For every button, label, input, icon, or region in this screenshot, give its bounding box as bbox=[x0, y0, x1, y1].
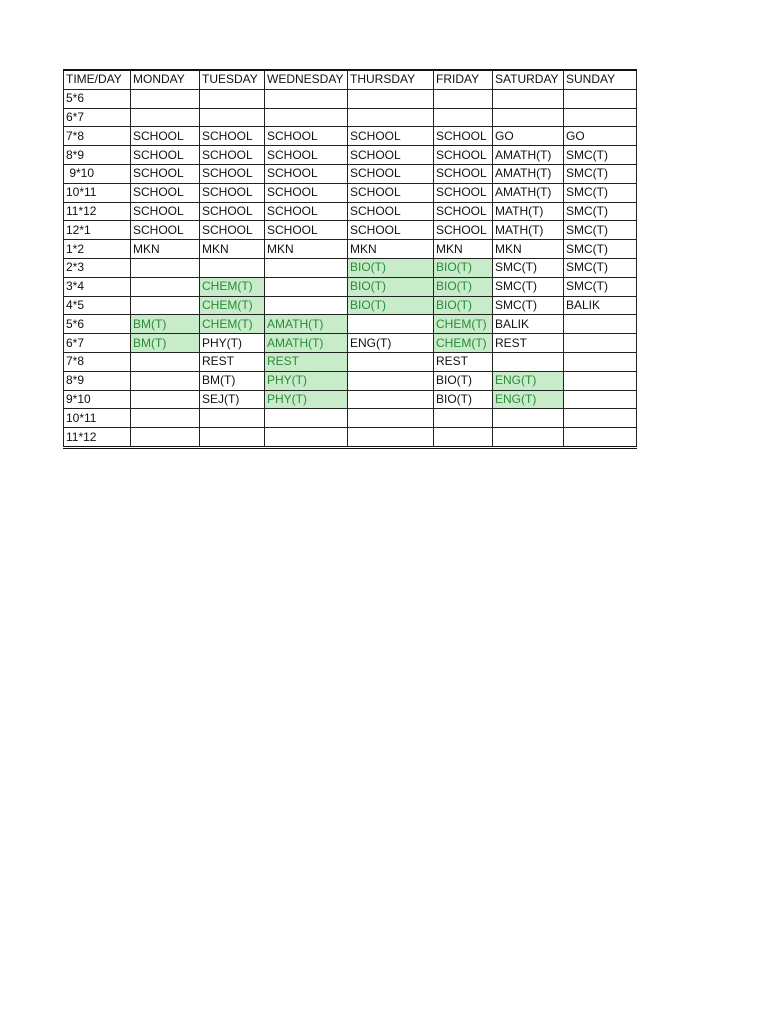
time-slot-cell[interactable]: 3*4 bbox=[64, 277, 131, 296]
cell-sunday[interactable]: SMC(T) bbox=[564, 202, 637, 221]
cell-tuesday[interactable]: SCHOOL bbox=[200, 202, 265, 221]
cell-saturday[interactable] bbox=[493, 352, 564, 371]
cell-friday[interactable]: CHEM(T) bbox=[434, 315, 493, 334]
cell-saturday[interactable]: BALIK bbox=[493, 315, 564, 334]
table-row bbox=[64, 164, 637, 183]
cell-friday[interactable]: SCHOOL bbox=[434, 221, 493, 240]
cell-sunday[interactable] bbox=[564, 108, 637, 127]
cell-friday[interactable]: BIO(T) bbox=[434, 390, 493, 409]
cell-friday[interactable] bbox=[434, 428, 493, 448]
cell-tuesday[interactable]: BM(T) bbox=[200, 371, 265, 390]
cell-tuesday[interactable]: SEJ(T) bbox=[200, 390, 265, 409]
cell-wednesday[interactable]: SCHOOL bbox=[265, 221, 348, 240]
cell-friday[interactable]: SCHOOL bbox=[434, 164, 493, 183]
cell-thursday[interactable]: SCHOOL bbox=[348, 202, 434, 221]
cell-monday[interactable]: MKN bbox=[131, 240, 200, 259]
cell-tuesday[interactable] bbox=[200, 108, 265, 127]
cell-monday[interactable]: BM(T) bbox=[131, 334, 200, 353]
cell-wednesday[interactable]: SCHOOL bbox=[265, 202, 348, 221]
cell-monday[interactable] bbox=[131, 371, 200, 390]
cell-sunday[interactable] bbox=[564, 409, 637, 428]
cell-wednesday[interactable] bbox=[265, 258, 348, 277]
cell-saturday[interactable]: AMATH(T) bbox=[493, 146, 564, 165]
cell-wednesday[interactable]: SCHOOL bbox=[265, 164, 348, 183]
cell-sunday[interactable] bbox=[564, 371, 637, 390]
cell-saturday[interactable]: AMATH(T) bbox=[493, 164, 564, 183]
cell-thursday[interactable] bbox=[348, 89, 434, 108]
cell-tuesday[interactable]: MKN bbox=[200, 240, 265, 259]
table-row bbox=[64, 240, 637, 259]
cell-friday[interactable]: REST bbox=[434, 352, 493, 371]
cell-tuesday[interactable] bbox=[200, 428, 265, 448]
cell-wednesday[interactable]: REST bbox=[265, 352, 348, 371]
cell-tuesday[interactable]: SCHOOL bbox=[200, 164, 265, 183]
header-tuesday[interactable]: TUESDAY bbox=[200, 70, 265, 89]
cell-saturday[interactable]: ENG(T) bbox=[493, 390, 564, 409]
header-sunday[interactable]: SUNDAY bbox=[564, 70, 637, 89]
table-row bbox=[64, 127, 637, 146]
cell-thursday[interactable]: SCHOOL bbox=[348, 221, 434, 240]
table-row bbox=[64, 202, 637, 221]
table-row bbox=[64, 296, 637, 315]
cell-wednesday[interactable] bbox=[265, 277, 348, 296]
time-slot-cell[interactable]: 6*7 bbox=[64, 108, 131, 127]
cell-wednesday[interactable]: SCHOOL bbox=[265, 127, 348, 146]
cell-monday[interactable]: SCHOOL bbox=[131, 146, 200, 165]
table-row bbox=[64, 221, 637, 240]
cell-monday[interactable] bbox=[131, 258, 200, 277]
time-slot-cell[interactable]: 9*10 bbox=[64, 390, 131, 409]
time-slot-cell[interactable]: 6*7 bbox=[64, 334, 131, 353]
cell-tuesday[interactable] bbox=[200, 409, 265, 428]
cell-sunday[interactable]: BALIK bbox=[564, 296, 637, 315]
cell-tuesday[interactable]: PHY(T) bbox=[200, 334, 265, 353]
cell-thursday[interactable] bbox=[348, 428, 434, 448]
time-slot-cell[interactable]: 5*6 bbox=[64, 315, 131, 334]
cell-wednesday[interactable]: SCHOOL bbox=[265, 183, 348, 202]
cell-sunday[interactable]: GO bbox=[564, 127, 637, 146]
cell-monday[interactable]: SCHOOL bbox=[131, 221, 200, 240]
cell-sunday[interactable] bbox=[564, 315, 637, 334]
cell-sunday[interactable]: SMC(T) bbox=[564, 258, 637, 277]
cell-monday[interactable] bbox=[131, 428, 200, 448]
cell-friday[interactable]: SCHOOL bbox=[434, 146, 493, 165]
cell-wednesday[interactable]: PHY(T) bbox=[265, 371, 348, 390]
time-slot-cell[interactable]: 7*8 bbox=[64, 127, 131, 146]
time-slot-cell[interactable]: 4*5 bbox=[64, 296, 131, 315]
cell-thursday[interactable] bbox=[348, 371, 434, 390]
cell-friday[interactable]: SCHOOL bbox=[434, 183, 493, 202]
cell-sunday[interactable] bbox=[564, 428, 637, 448]
cell-friday[interactable] bbox=[434, 409, 493, 428]
header-thursday[interactable]: THURSDAY bbox=[348, 70, 434, 89]
cell-thursday[interactable] bbox=[348, 315, 434, 334]
cell-friday[interactable]: CHEM(T) bbox=[434, 334, 493, 353]
cell-sunday[interactable] bbox=[564, 390, 637, 409]
cell-tuesday[interactable] bbox=[200, 89, 265, 108]
cell-thursday[interactable]: BIO(T) bbox=[348, 296, 434, 315]
header-wednesday[interactable]: WEDNESDAY bbox=[265, 70, 348, 89]
cell-saturday[interactable] bbox=[493, 409, 564, 428]
table-row bbox=[64, 334, 637, 353]
cell-thursday[interactable]: SCHOOL bbox=[348, 164, 434, 183]
table-row bbox=[64, 258, 637, 277]
cell-tuesday[interactable]: CHEM(T) bbox=[200, 296, 265, 315]
cell-friday[interactable]: SCHOOL bbox=[434, 127, 493, 146]
cell-thursday[interactable]: SCHOOL bbox=[348, 127, 434, 146]
cell-friday[interactable]: BIO(T) bbox=[434, 258, 493, 277]
cell-wednesday[interactable]: PHY(T) bbox=[265, 390, 348, 409]
cell-friday[interactable] bbox=[434, 89, 493, 108]
cell-saturday[interactable] bbox=[493, 108, 564, 127]
cell-tuesday[interactable] bbox=[200, 258, 265, 277]
table-row bbox=[64, 409, 637, 428]
time-slot-cell[interactable]: 10*11 bbox=[64, 183, 131, 202]
timetable-body bbox=[64, 89, 637, 447]
cell-sunday[interactable] bbox=[564, 352, 637, 371]
cell-wednesday[interactable]: AMATH(T) bbox=[265, 334, 348, 353]
header-saturday[interactable]: SATURDAY bbox=[493, 70, 564, 89]
cell-tuesday[interactable]: SCHOOL bbox=[200, 146, 265, 165]
cell-tuesday[interactable]: SCHOOL bbox=[200, 183, 265, 202]
cell-friday[interactable] bbox=[434, 108, 493, 127]
cell-wednesday[interactable] bbox=[265, 428, 348, 448]
cell-sunday[interactable]: SMC(T) bbox=[564, 221, 637, 240]
cell-saturday[interactable]: ENG(T) bbox=[493, 371, 564, 390]
table-row bbox=[64, 428, 637, 448]
cell-saturday[interactable]: GO bbox=[493, 127, 564, 146]
cell-thursday[interactable] bbox=[348, 352, 434, 371]
table-row bbox=[64, 352, 637, 371]
cell-tuesday[interactable]: SCHOOL bbox=[200, 221, 265, 240]
cell-saturday[interactable] bbox=[493, 428, 564, 448]
cell-saturday[interactable]: SMC(T) bbox=[493, 296, 564, 315]
cell-thursday[interactable]: SCHOOL bbox=[348, 146, 434, 165]
table-row bbox=[64, 315, 637, 334]
cell-monday[interactable] bbox=[131, 108, 200, 127]
cell-wednesday[interactable] bbox=[265, 409, 348, 428]
cell-thursday[interactable]: MKN bbox=[348, 240, 434, 259]
cell-friday[interactable]: BIO(T) bbox=[434, 371, 493, 390]
cell-monday[interactable]: SCHOOL bbox=[131, 164, 200, 183]
cell-tuesday[interactable]: CHEM(T) bbox=[200, 277, 265, 296]
cell-sunday[interactable] bbox=[564, 89, 637, 108]
time-slot-cell[interactable]: 8*9 bbox=[64, 371, 131, 390]
cell-thursday[interactable]: BIO(T) bbox=[348, 258, 434, 277]
cell-saturday[interactable]: SMC(T) bbox=[493, 277, 564, 296]
cell-saturday[interactable]: MATH(T) bbox=[493, 202, 564, 221]
table-row bbox=[64, 390, 637, 409]
header-monday[interactable]: MONDAY bbox=[131, 70, 200, 89]
cell-sunday[interactable]: SMC(T) bbox=[564, 277, 637, 296]
cell-monday[interactable]: SCHOOL bbox=[131, 202, 200, 221]
table-row bbox=[64, 277, 637, 296]
cell-tuesday[interactable]: CHEM(T) bbox=[200, 315, 265, 334]
table-row bbox=[64, 183, 637, 202]
cell-monday[interactable] bbox=[131, 277, 200, 296]
cell-monday[interactable] bbox=[131, 89, 200, 108]
time-slot-cell[interactable]: 5*6 bbox=[64, 89, 131, 108]
cell-sunday[interactable]: SMC(T) bbox=[564, 183, 637, 202]
cell-friday[interactable]: BIO(T) bbox=[434, 277, 493, 296]
cell-thursday[interactable] bbox=[348, 390, 434, 409]
time-slot-cell[interactable]: 7*8 bbox=[64, 352, 131, 371]
time-slot-cell[interactable]: 10*11 bbox=[64, 409, 131, 428]
cell-saturday[interactable]: REST bbox=[493, 334, 564, 353]
time-slot-cell[interactable]: 11*12 bbox=[64, 202, 131, 221]
cell-monday[interactable]: SCHOOL bbox=[131, 127, 200, 146]
cell-monday[interactable] bbox=[131, 296, 200, 315]
cell-thursday[interactable]: SCHOOL bbox=[348, 183, 434, 202]
cell-wednesday[interactable]: MKN bbox=[265, 240, 348, 259]
cell-thursday[interactable]: ENG(T) bbox=[348, 334, 434, 353]
time-slot-cell[interactable]: 1*2 bbox=[64, 240, 131, 259]
cell-tuesday[interactable]: REST bbox=[200, 352, 265, 371]
cell-wednesday[interactable] bbox=[265, 89, 348, 108]
cell-friday[interactable]: MKN bbox=[434, 240, 493, 259]
cell-saturday[interactable]: SMC(T) bbox=[493, 258, 564, 277]
time-slot-cell[interactable]: 12*1 bbox=[64, 221, 131, 240]
cell-monday[interactable] bbox=[131, 390, 200, 409]
cell-saturday[interactable] bbox=[493, 89, 564, 108]
header-row bbox=[64, 70, 637, 89]
cell-sunday[interactable]: SMC(T) bbox=[564, 240, 637, 259]
cell-friday[interactable]: BIO(T) bbox=[434, 296, 493, 315]
time-slot-cell[interactable]: 8*9 bbox=[64, 146, 131, 165]
timetable bbox=[63, 69, 637, 449]
cell-thursday[interactable]: BIO(T) bbox=[348, 277, 434, 296]
table-row bbox=[64, 108, 637, 127]
cell-thursday[interactable] bbox=[348, 108, 434, 127]
cell-wednesday[interactable]: SCHOOL bbox=[265, 146, 348, 165]
cell-monday[interactable]: BM(T) bbox=[131, 315, 200, 334]
cell-wednesday[interactable] bbox=[265, 296, 348, 315]
table-row bbox=[64, 89, 637, 108]
cell-saturday[interactable]: AMATH(T) bbox=[493, 183, 564, 202]
cell-wednesday[interactable] bbox=[265, 108, 348, 127]
header-time-day[interactable]: TIME/DAY bbox=[64, 70, 131, 89]
cell-monday[interactable] bbox=[131, 352, 200, 371]
cell-friday[interactable]: SCHOOL bbox=[434, 202, 493, 221]
cell-thursday[interactable] bbox=[348, 409, 434, 428]
time-slot-cell[interactable]: 2*3 bbox=[64, 258, 131, 277]
table-row bbox=[64, 146, 637, 165]
cell-tuesday[interactable]: SCHOOL bbox=[200, 127, 265, 146]
cell-saturday[interactable]: MKN bbox=[493, 240, 564, 259]
cell-monday[interactable]: SCHOOL bbox=[131, 183, 200, 202]
time-slot-cell[interactable]: 11*12 bbox=[64, 428, 131, 448]
cell-sunday[interactable] bbox=[564, 334, 637, 353]
cell-monday[interactable] bbox=[131, 409, 200, 428]
cell-sunday[interactable]: SMC(T) bbox=[564, 146, 637, 165]
table-row bbox=[64, 371, 637, 390]
time-slot-cell[interactable]: 9*10 bbox=[64, 164, 131, 183]
cell-sunday[interactable]: SMC(T) bbox=[564, 164, 637, 183]
cell-saturday[interactable]: MATH(T) bbox=[493, 221, 564, 240]
cell-wednesday[interactable]: AMATH(T) bbox=[265, 315, 348, 334]
header-friday[interactable]: FRIDAY bbox=[434, 70, 493, 89]
